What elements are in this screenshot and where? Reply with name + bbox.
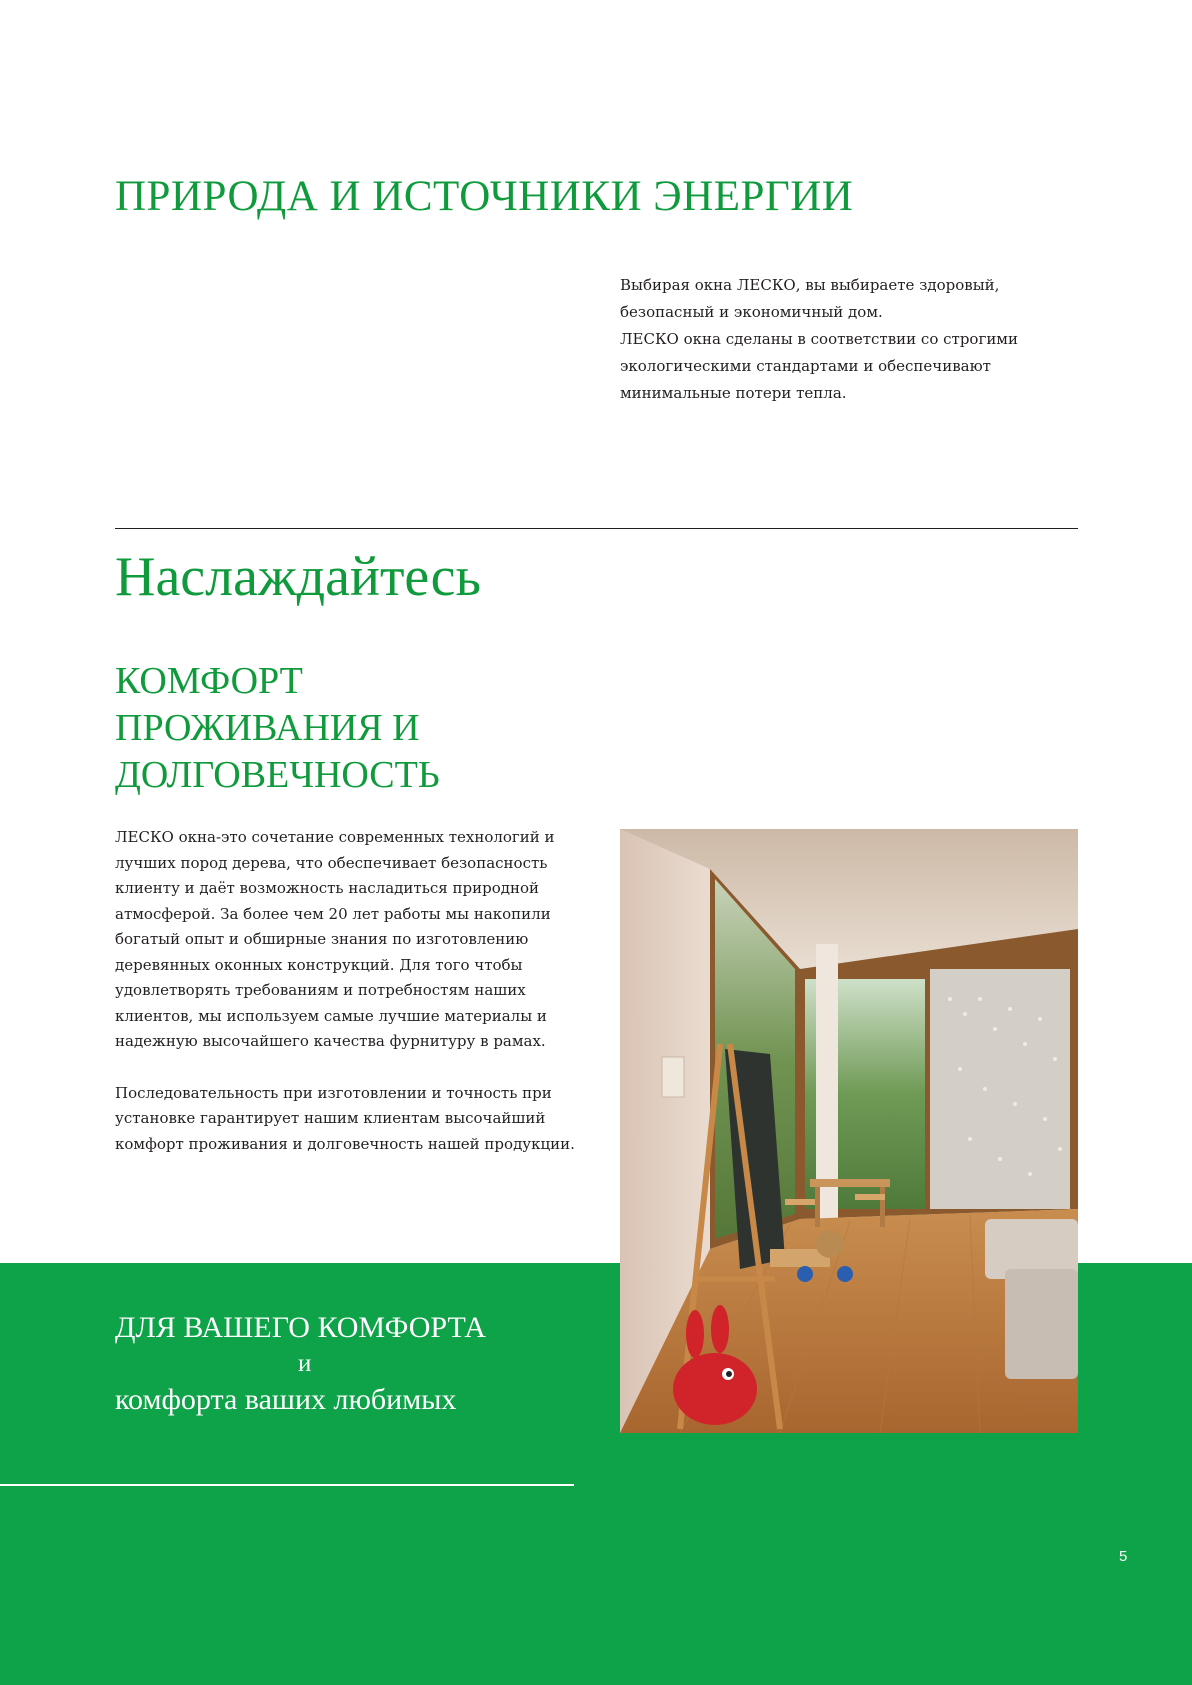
intro-text (620, 272, 1090, 407)
comfort-heading-line: ДОЛГОВЕЧНОСТЬ (115, 754, 440, 796)
body-text (115, 825, 595, 1157)
body-line: установке гарантирует нашим клиентам высочайший (115, 1109, 546, 1127)
body-line: деревянных оконных конструкций. Для того чтобы (115, 955, 523, 974)
body-line: лучших пород дерева, что обеспечивает безопасность (115, 853, 548, 872)
body-paragraph-2 (115, 1081, 595, 1158)
page-title: ПРИРОДА И ИСТОЧНИКИ ЭНЕРГИИ (115, 173, 854, 220)
slogan-line: комфорта ваших любимых (115, 1383, 457, 1416)
body-line: Последовательность при изготовлении и точность при (115, 1083, 552, 1102)
section-divider (115, 528, 1078, 529)
body-line: ЛЕСКО окна-это сочетание современных технологий и (115, 828, 555, 846)
slogan-underline (0, 1484, 574, 1486)
comfort-heading-line: КОМФОРТ (115, 660, 303, 702)
body-line: удовлетворять требованиям и потребностям наших (115, 981, 526, 999)
intro-line: экологическими стандартами и обеспечивают (620, 357, 991, 375)
slogan-line: и (298, 1350, 312, 1377)
comfort-heading-line: ПРОЖИВАНИЯ И (115, 707, 420, 749)
intro-line: безопасный и экономичный дом. (620, 303, 883, 321)
intro-line: Выбирая окна ЛЕСКО, вы выбираете здоровый, (620, 276, 1000, 294)
interior-photo (620, 829, 1078, 1433)
slogan-line: ДЛЯ ВАШЕГО КОМФОРТА (115, 1311, 486, 1344)
body-line: богатый опыт и обширные знания по изготовлению (115, 930, 529, 948)
page-number: 5 (1119, 1548, 1128, 1565)
body-line: атмосферой. За более чем 20 лет работы мы накопили (115, 904, 551, 923)
comfort-heading (115, 658, 440, 799)
body-line: клиентов, мы используем самые лучшие материалы и (115, 1006, 547, 1025)
body-line: комфорт проживания и долговечность нашей продукции. (115, 1134, 575, 1153)
body-line: клиенту и даёт возможность насладиться природной (115, 879, 540, 897)
enjoy-heading: Наслаждайтесь (115, 546, 482, 608)
slogan (115, 1310, 486, 1418)
intro-line: минимальные потери тепла. (620, 384, 847, 402)
intro-line: ЛЕСКО окна сделаны в соответствии со строгими (620, 330, 1018, 348)
body-line: надежную высочайшего качества фурнитуру в рамах. (115, 1032, 546, 1050)
body-paragraph-1 (115, 825, 595, 1055)
